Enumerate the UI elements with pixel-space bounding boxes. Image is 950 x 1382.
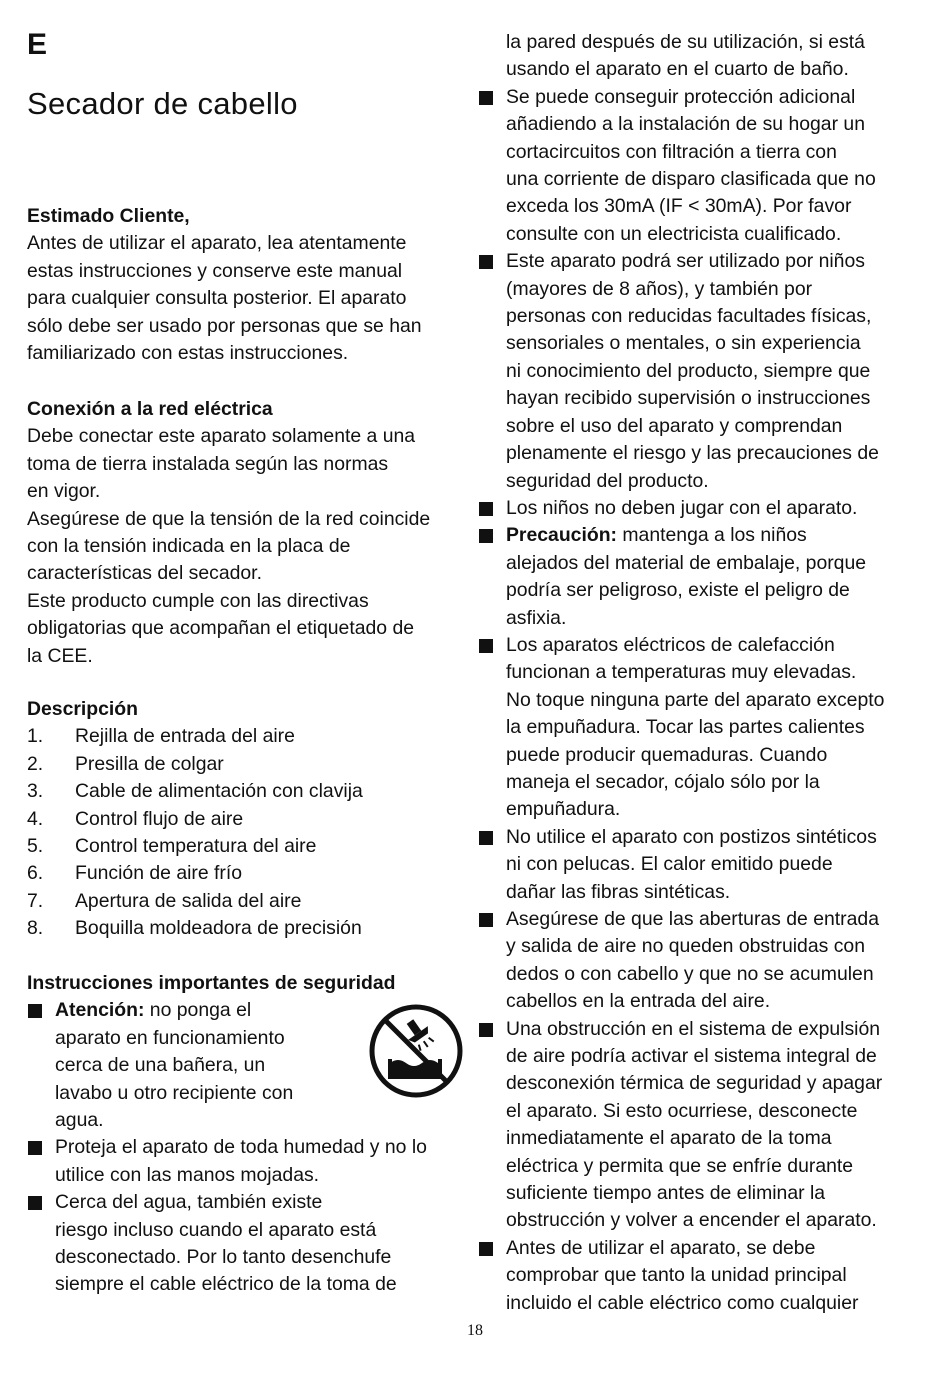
text-line: sólo debe ser usado por personas que se han: [27, 314, 422, 337]
text-line: siempre el cable eléctrico de la toma de: [55, 1273, 397, 1296]
list-text: Control temperatura del aire: [75, 835, 317, 858]
right-content: [478, 29, 884, 1317]
bullet-item: [478, 1235, 884, 1317]
text-line: No utilice el aparato con postizos sintéticos: [506, 825, 877, 848]
text-line: Este aparato podrá ser utilizado por niños: [506, 250, 865, 273]
text-line: exceda los 30mA (IF < 30mA). Por favor: [506, 195, 852, 218]
text-line: Cerca del agua, también existe: [55, 1191, 323, 1214]
text-line: cabellos en la entrada del aire.: [506, 990, 771, 1013]
text-line: Precaución: mantenga a los niños: [506, 524, 807, 547]
list-number: 2.: [27, 752, 44, 775]
text-line: Una obstrucción en el sistema de expulsión: [506, 1017, 881, 1040]
text-line: puede producir quemaduras. Cuando: [506, 743, 828, 766]
text-line: Antes de utilizar el aparato, se debe: [506, 1236, 816, 1259]
list-item: [27, 778, 363, 805]
list-number: 5.: [27, 835, 44, 858]
list-text: Control flujo de aire: [75, 807, 244, 830]
text-line: obstrucción y volver a encender el aparato.: [506, 1209, 877, 1232]
list-text: Función de aire frío: [75, 862, 243, 885]
list-item: [27, 860, 363, 887]
list-number: 4.: [27, 807, 44, 830]
text-line: plenamente el riesgo y las precauciones de: [506, 442, 879, 465]
list-number: 3.: [27, 780, 44, 803]
text-line: ni con pelucas. El calor emitido puede: [506, 853, 833, 876]
text-line: Los niños no deben jugar con el aparato.: [506, 496, 858, 519]
list-number: 1.: [27, 725, 44, 748]
bullet-item: [478, 906, 884, 1016]
text-line: Se puede conseguir protección adicional: [506, 85, 856, 108]
bullet-item: [478, 824, 884, 906]
text-line: aparato en funcionamiento: [55, 1026, 285, 1049]
description-list: [27, 723, 363, 942]
text-line: una corriente de disparo clasificada que no: [506, 168, 876, 191]
bold-label: Atención:: [55, 999, 145, 1022]
text-line: sobre el uso del aparato y comprendan: [506, 414, 843, 437]
text-line: dañar las fibras sintéticas.: [506, 880, 731, 903]
list-text: Apertura de salida del aire: [75, 889, 302, 912]
text-line: y salida de aire no queden obstruidas con: [506, 935, 865, 958]
caution-bullet: [478, 522, 884, 632]
bold-label: Precaución:: [506, 524, 617, 547]
text-line: inmediatamente el aparato de la toma: [506, 1127, 832, 1150]
text-line: desconexión térmica de seguridad y apagar: [506, 1072, 883, 1095]
text-line: (mayores de 8 años), y también por: [506, 277, 813, 300]
description-heading: Descripción: [27, 698, 138, 720]
bullet-item: [478, 495, 884, 522]
text-line: Antes de utilizar el aparato, lea atentamente: [27, 232, 407, 255]
page-title: Secador de cabello: [27, 86, 298, 121]
text-line: sensoriales o mentales, o sin experiencia: [506, 332, 861, 355]
description-section: [27, 696, 363, 943]
text-line: suficiente tiempo antes de eliminar la: [506, 1182, 826, 1205]
text-line: familiarizado con estas instrucciones.: [27, 342, 349, 365]
greeting-section: [27, 203, 422, 367]
text-line: añadiendo a la instalación de su hogar un: [506, 113, 866, 136]
page-number: 18: [467, 1322, 483, 1339]
text-line: utilice con las manos mojadas.: [55, 1163, 320, 1186]
text-line: hayan recibido supervisión o instrucciones: [506, 387, 871, 410]
text-line: la pared después de su utilización, si está: [506, 31, 865, 53]
text-line: alejados del material de embalaje, porque: [506, 551, 867, 574]
text-line: podría ser peligroso, existe el peligro de: [506, 579, 850, 602]
text-line: toma de tierra instalada según las normas: [27, 452, 389, 475]
text-line: funcionan a temperaturas muy elevadas.: [506, 661, 857, 684]
list-item: [27, 806, 363, 833]
list-item: [27, 723, 363, 750]
bullet-item: [478, 1016, 884, 1235]
text-line: Asegúrese de que las aberturas de entrada: [506, 908, 879, 930]
connection-heading: Conexión a la red eléctrica: [27, 398, 273, 420]
safety-section: [27, 970, 427, 1299]
greeting-text: [27, 230, 422, 367]
text-line: seguridad del producto.: [506, 469, 709, 492]
continuation-text: [478, 29, 884, 84]
bullet-item: [478, 248, 884, 495]
language-code: E: [27, 28, 48, 61]
text-line: Proteja el aparato de toda humedad y no lo: [55, 1136, 427, 1159]
safety-bullets-right-2: [478, 632, 884, 1317]
list-item: [27, 833, 363, 860]
text-line: estas instrucciones y conserve este manual: [27, 259, 403, 282]
text-line: cortacircuitos con filtración a tierra con: [506, 140, 837, 163]
safety-bullets-right: [478, 84, 884, 523]
text-line: comprobar que tanto la unidad principal: [506, 1264, 847, 1287]
no-water-bath-icon: [368, 1003, 464, 1099]
text-line: características del secador.: [27, 562, 262, 585]
text-line: incluido el cable eléctrico como cualquier: [506, 1291, 859, 1314]
text-line: Debe conectar este aparato solamente a una: [27, 425, 416, 448]
list-text: Presilla de colgar: [75, 752, 224, 775]
text-line: con la tensión indicada en la placa de: [27, 535, 351, 558]
text-line: dedos o con cabello y que no se acumulen: [506, 962, 874, 985]
text-line: desconectado. Por lo tanto desenchufe: [55, 1246, 392, 1269]
text-line: cerca de una bañera, un: [55, 1054, 266, 1077]
text-line: riesgo incluso cuando el aparato está: [55, 1218, 377, 1241]
bullet-item: [27, 1189, 427, 1299]
list-number: 6.: [27, 862, 44, 885]
text-line: agua.: [55, 1109, 104, 1132]
text-line: eléctrica y permita que se enfríe durante: [506, 1154, 854, 1177]
safety-heading: Instrucciones importantes de seguridad: [27, 972, 396, 994]
text-line: ni conocimiento del producto, siempre que: [506, 359, 871, 382]
text-line: Asegúrese de que la tensión de la red coincide: [27, 507, 431, 530]
list-number: 7.: [27, 889, 44, 912]
connection-section: [27, 396, 430, 670]
bullet-item: [478, 632, 884, 824]
text-line: empuñadura.: [506, 798, 621, 821]
attention-bullet: [27, 997, 427, 1134]
list-number: 8.: [27, 917, 44, 940]
text-line: asfixia.: [506, 606, 567, 629]
list-text: Cable de alimentación con clavija: [75, 780, 363, 803]
list-text: Rejilla de entrada del aire: [75, 725, 295, 748]
connection-text: [27, 423, 430, 670]
text-line: maneja el secador, cójalo sólo por la: [506, 770, 820, 793]
text-line: No toque ninguna parte del aparato excepto: [506, 688, 885, 711]
greeting-heading: Estimado Cliente,: [27, 205, 190, 227]
text-line: para cualquier consulta posterior. El aparato: [27, 287, 407, 310]
text-line: la empuñadura. Tocar las partes calientes: [506, 716, 865, 739]
text-line: usando el aparato en el cuarto de baño.: [506, 58, 849, 81]
text-line: consulte con un electricista cualificado.: [506, 222, 842, 245]
text-line: lavabo u otro recipiente con: [55, 1081, 294, 1104]
text-line: Este producto cumple con las directivas: [27, 589, 369, 612]
bullet-item: [478, 84, 884, 248]
text-line: obligatorias que acompañan el etiquetado de: [27, 617, 415, 640]
safety-bullets-left: [27, 1134, 427, 1298]
list-item: [27, 915, 363, 942]
list-item: [27, 888, 363, 915]
list-item: [27, 751, 363, 778]
text-line: en vigor.: [27, 480, 101, 503]
text-line: el aparato. Si esto ocurriese, desconecte: [506, 1099, 858, 1122]
text-line: Los aparatos eléctricos de calefacción: [506, 633, 835, 656]
text-line: Atención: no ponga el: [55, 999, 252, 1022]
list-text: Boquilla moldeadora de precisión: [75, 917, 362, 940]
bullet-item: [27, 1134, 427, 1189]
text-line: de aire podría activar el sistema integral de: [506, 1045, 877, 1068]
text-line: personas con reducidas facultades físicas,: [506, 305, 872, 328]
text-line: la CEE.: [27, 644, 93, 667]
